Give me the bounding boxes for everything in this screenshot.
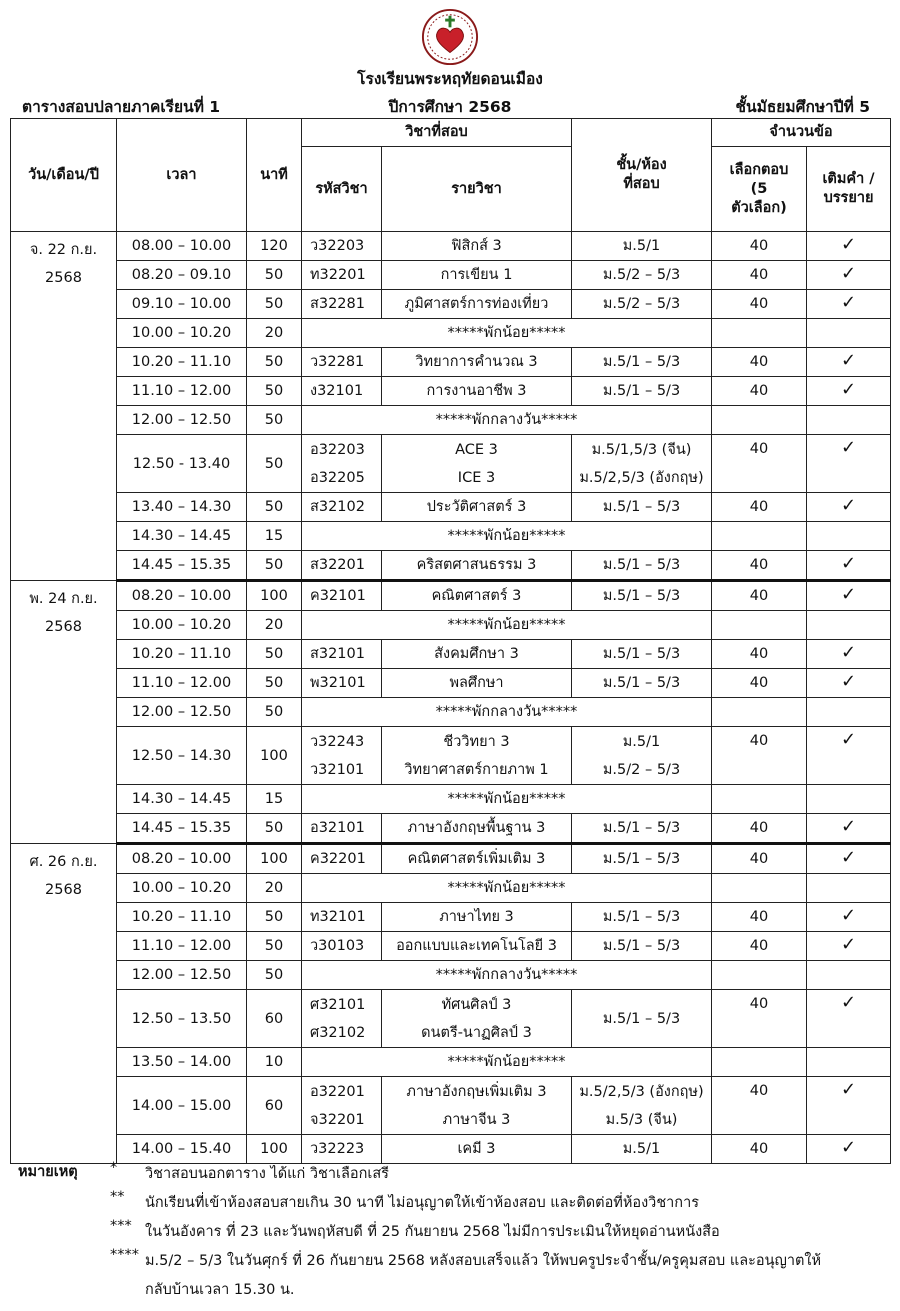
time-cell: 10.00 – 10.20 bbox=[117, 874, 247, 903]
check-mark-icon: ✓ bbox=[840, 934, 857, 955]
note-mark: ** bbox=[110, 1189, 125, 1205]
check-mark-icon: ✓ bbox=[840, 671, 857, 692]
day-cell: ศ. 26 ก.ย. 2568 bbox=[11, 844, 117, 1164]
time-cell: 09.10 – 10.00 bbox=[117, 290, 247, 319]
choice-count-cell: 40 bbox=[712, 640, 807, 669]
col-minutes: นาที bbox=[247, 119, 302, 232]
time-cell: 10.20 – 11.10 bbox=[117, 903, 247, 932]
code-cell: ง32101 bbox=[302, 377, 382, 406]
room-cell: ม.5/2 – 5/3 bbox=[572, 290, 712, 319]
written-cell bbox=[807, 493, 891, 522]
code-cell: ว30103 bbox=[302, 932, 382, 961]
subject-cell: การเขียน 1 bbox=[382, 261, 572, 290]
time-cell: 14.30 – 14.45 bbox=[117, 522, 247, 551]
time-cell: 12.50 - 13.40 bbox=[117, 435, 247, 493]
minutes-cell: 50 bbox=[247, 669, 302, 698]
table-row bbox=[11, 990, 891, 1048]
empty-cell bbox=[712, 406, 807, 435]
empty-cell bbox=[712, 785, 807, 814]
notes-label: หมายเหตุ bbox=[18, 1164, 78, 1180]
room-cell: ม.5/1 – 5/3 bbox=[572, 493, 712, 522]
school-name: โรงเรียนพระหฤทัยดอนเมือง bbox=[357, 70, 543, 88]
written-cell bbox=[807, 640, 891, 669]
choice-count-cell: 40 bbox=[712, 290, 807, 319]
subject-cell: ภาษาอังกฤษพื้นฐาน 3 bbox=[382, 814, 572, 844]
table-row bbox=[11, 435, 891, 493]
minutes-cell: 20 bbox=[247, 611, 302, 640]
col-choice: เลือกตอบ (5 ตัวเลือก) bbox=[712, 147, 807, 232]
room-cell: ม.5/2,5/3 (อังกฤษ) ม.5/3 (จีน) bbox=[572, 1077, 712, 1135]
subject-cell: คณิตศาสตร์เพิ่มเติม 3 bbox=[382, 844, 572, 874]
written-cell bbox=[807, 932, 891, 961]
minutes-cell: 100 bbox=[247, 727, 302, 785]
table-row bbox=[11, 493, 891, 522]
col-subject-group: วิชาที่สอบ bbox=[302, 119, 572, 147]
minutes-cell: 100 bbox=[247, 581, 302, 611]
empty-cell bbox=[807, 698, 891, 727]
choice-count-cell: 40 bbox=[712, 1135, 807, 1164]
code-cell: ส32101 bbox=[302, 640, 382, 669]
choice-count-cell: 40 bbox=[712, 990, 807, 1048]
note-mark: *** bbox=[110, 1218, 132, 1234]
col-code: รหัสวิชา bbox=[302, 147, 382, 232]
break-cell: *****พักกลางวัน***** bbox=[302, 406, 712, 435]
empty-cell bbox=[712, 522, 807, 551]
check-mark-icon: ✓ bbox=[840, 729, 857, 750]
written-cell bbox=[807, 232, 891, 261]
col-count-group: จำนวนข้อ bbox=[712, 119, 891, 147]
check-mark-icon: ✓ bbox=[840, 847, 857, 868]
choice-count-cell: 40 bbox=[712, 581, 807, 611]
room-cell: ม.5/1 – 5/3 bbox=[572, 990, 712, 1048]
room-cell: ม.5/1 – 5/3 bbox=[572, 640, 712, 669]
choice-count-cell: 40 bbox=[712, 551, 807, 581]
minutes-cell: 100 bbox=[247, 1135, 302, 1164]
time-cell: 12.00 – 12.50 bbox=[117, 698, 247, 727]
time-cell: 14.00 – 15.00 bbox=[117, 1077, 247, 1135]
school-logo bbox=[421, 8, 479, 66]
minutes-cell: 50 bbox=[247, 961, 302, 990]
minutes-cell: 15 bbox=[247, 522, 302, 551]
subject-cell: ภูมิศาสตร์การท่องเที่ยว bbox=[382, 290, 572, 319]
code-cell: อ32201 จ32201 bbox=[302, 1077, 382, 1135]
room-cell: ม.5/1 – 5/3 bbox=[572, 377, 712, 406]
check-mark-icon: ✓ bbox=[840, 642, 857, 663]
check-mark-icon: ✓ bbox=[840, 379, 857, 400]
check-mark-icon: ✓ bbox=[840, 1079, 857, 1100]
choice-count-cell: 40 bbox=[712, 261, 807, 290]
check-mark-icon: ✓ bbox=[840, 584, 857, 605]
written-cell bbox=[807, 290, 891, 319]
grade-level: ชั้นมัธยมศึกษาปีที่ 5 bbox=[735, 98, 870, 116]
table-row bbox=[11, 727, 891, 785]
time-cell: 14.00 – 15.40 bbox=[117, 1135, 247, 1164]
note-text: ม.5/2 – 5/3 ในวันศุกร์ ที่ 26 กันยายน 2568 หลังสอบเสร็จแล้ว ให้พบครูประจำชั้น/ครูคุมสอบ และอนุญาตให้ กลับบ้านเวลา 15.30 น. bbox=[145, 1253, 822, 1298]
empty-cell bbox=[712, 319, 807, 348]
code-cell: ค32201 bbox=[302, 844, 382, 874]
code-cell: ค32101 bbox=[302, 581, 382, 611]
day-cell: พ. 24 ก.ย. 2568 bbox=[11, 581, 117, 844]
check-mark-icon: ✓ bbox=[840, 816, 857, 837]
minutes-cell: 100 bbox=[247, 844, 302, 874]
empty-cell bbox=[712, 611, 807, 640]
time-cell: 14.45 – 15.35 bbox=[117, 814, 247, 844]
minutes-cell: 50 bbox=[247, 261, 302, 290]
code-cell: ว32203 bbox=[302, 232, 382, 261]
room-cell: ม.5/1 bbox=[572, 1135, 712, 1164]
minutes-cell: 50 bbox=[247, 406, 302, 435]
break-cell: *****พักน้อย***** bbox=[302, 611, 712, 640]
empty-cell bbox=[712, 961, 807, 990]
academic-year: ปีการศึกษา 2568 bbox=[388, 98, 512, 116]
time-cell: 11.10 – 12.00 bbox=[117, 669, 247, 698]
subject-cell: ออกแบบและเทคโนโลยี 3 bbox=[382, 932, 572, 961]
time-cell: 11.10 – 12.00 bbox=[117, 377, 247, 406]
check-mark-icon: ✓ bbox=[840, 553, 857, 574]
code-cell: ว32243 ว32101 bbox=[302, 727, 382, 785]
time-cell: 08.20 – 09.10 bbox=[117, 261, 247, 290]
subject-cell: ภาษาไทย 3 bbox=[382, 903, 572, 932]
note-text: ในวันอังคาร ที่ 23 และวันพฤหัสบดี ที่ 25 กันยายน 2568 ไม่มีการประเมินให้หยุดอ่านหนังสือ bbox=[145, 1224, 720, 1240]
choice-count-cell: 40 bbox=[712, 348, 807, 377]
break-cell: *****พักน้อย***** bbox=[302, 522, 712, 551]
room-cell: ม.5/1 ม.5/2 – 5/3 bbox=[572, 727, 712, 785]
minutes-cell: 50 bbox=[247, 493, 302, 522]
check-mark-icon: ✓ bbox=[840, 992, 857, 1013]
written-cell bbox=[807, 844, 891, 874]
empty-cell bbox=[807, 1048, 891, 1077]
code-cell: ท32201 bbox=[302, 261, 382, 290]
note-mark: **** bbox=[110, 1247, 139, 1263]
room-cell: ม.5/1 – 5/3 bbox=[572, 903, 712, 932]
empty-cell bbox=[807, 406, 891, 435]
minutes-cell: 50 bbox=[247, 814, 302, 844]
table-row bbox=[11, 406, 891, 435]
choice-count-cell: 40 bbox=[712, 669, 807, 698]
time-cell: 10.00 – 10.20 bbox=[117, 611, 247, 640]
time-cell: 13.40 – 14.30 bbox=[117, 493, 247, 522]
time-cell: 12.50 – 13.50 bbox=[117, 990, 247, 1048]
check-mark-icon: ✓ bbox=[840, 1137, 857, 1158]
subject-cell: วิทยาการคำนวณ 3 bbox=[382, 348, 572, 377]
time-cell: 08.20 – 10.00 bbox=[117, 581, 247, 611]
time-cell: 13.50 – 14.00 bbox=[117, 1048, 247, 1077]
table-row bbox=[11, 903, 891, 932]
written-cell bbox=[807, 727, 891, 785]
written-cell bbox=[807, 551, 891, 581]
exam-title: ตารางสอบปลายภาคเรียนที่ 1 bbox=[22, 98, 221, 116]
written-cell bbox=[807, 1077, 891, 1135]
table-row bbox=[11, 290, 891, 319]
col-written: เติมคำ / บรรยาย bbox=[807, 147, 891, 232]
room-cell: ม.5/1 – 5/3 bbox=[572, 814, 712, 844]
empty-cell bbox=[807, 961, 891, 990]
subject-cell: คณิตศาสตร์ 3 bbox=[382, 581, 572, 611]
table-row bbox=[11, 522, 891, 551]
empty-cell bbox=[712, 874, 807, 903]
choice-count-cell: 40 bbox=[712, 493, 807, 522]
minutes-cell: 50 bbox=[247, 932, 302, 961]
written-cell bbox=[807, 990, 891, 1048]
minutes-cell: 50 bbox=[247, 348, 302, 377]
subject-cell: ประวัติศาสตร์ 3 bbox=[382, 493, 572, 522]
check-mark-icon: ✓ bbox=[840, 905, 857, 926]
choice-count-cell: 40 bbox=[712, 814, 807, 844]
choice-count-cell: 40 bbox=[712, 932, 807, 961]
table-row bbox=[11, 348, 891, 377]
break-cell: *****พักน้อย***** bbox=[302, 1048, 712, 1077]
room-cell: ม.5/1 – 5/3 bbox=[572, 932, 712, 961]
minutes-cell: 20 bbox=[247, 319, 302, 348]
subject-cell: ทัศนศิลป์ 3 ดนตรี-นาฏศิลป์ 3 bbox=[382, 990, 572, 1048]
subject-cell: คริสตศาสนธรรม 3 bbox=[382, 551, 572, 581]
time-cell: 11.10 – 12.00 bbox=[117, 932, 247, 961]
empty-cell bbox=[807, 522, 891, 551]
empty-cell bbox=[807, 785, 891, 814]
code-cell: อ32101 bbox=[302, 814, 382, 844]
table-row bbox=[11, 961, 891, 990]
table-row bbox=[11, 932, 891, 961]
note-mark: * bbox=[110, 1160, 118, 1176]
empty-cell bbox=[712, 698, 807, 727]
table-row bbox=[11, 551, 891, 581]
empty-cell bbox=[807, 319, 891, 348]
room-cell: ม.5/2 – 5/3 bbox=[572, 261, 712, 290]
minutes-cell: 10 bbox=[247, 1048, 302, 1077]
exam-schedule-table bbox=[10, 118, 891, 1164]
code-cell: ว32223 bbox=[302, 1135, 382, 1164]
minutes-cell: 50 bbox=[247, 377, 302, 406]
minutes-cell: 15 bbox=[247, 785, 302, 814]
table-row bbox=[11, 785, 891, 814]
minutes-cell: 50 bbox=[247, 640, 302, 669]
break-cell: *****พักน้อย***** bbox=[302, 319, 712, 348]
break-cell: *****พักกลางวัน***** bbox=[302, 698, 712, 727]
table-row bbox=[11, 581, 891, 611]
break-cell: *****พักกลางวัน***** bbox=[302, 961, 712, 990]
written-cell bbox=[807, 377, 891, 406]
time-cell: 10.00 – 10.20 bbox=[117, 319, 247, 348]
table-row bbox=[11, 874, 891, 903]
subject-cell: ชีววิทยา 3 วิทยาศาสตร์กายภาพ 1 bbox=[382, 727, 572, 785]
room-cell: ม.5/1 – 5/3 bbox=[572, 669, 712, 698]
table-row bbox=[11, 698, 891, 727]
minutes-cell: 60 bbox=[247, 990, 302, 1048]
code-cell: ท32101 bbox=[302, 903, 382, 932]
time-cell: 14.45 – 15.35 bbox=[117, 551, 247, 581]
choice-count-cell: 40 bbox=[712, 232, 807, 261]
col-date: วัน/เดือน/ปี bbox=[11, 119, 117, 232]
subject-cell: เคมี 3 bbox=[382, 1135, 572, 1164]
room-cell: ม.5/1 – 5/3 bbox=[572, 581, 712, 611]
table-row bbox=[11, 669, 891, 698]
table-row bbox=[11, 319, 891, 348]
room-cell: ม.5/1 – 5/3 bbox=[572, 348, 712, 377]
notes bbox=[18, 1160, 890, 1305]
note-1 bbox=[18, 1160, 890, 1189]
code-cell: พ32101 bbox=[302, 669, 382, 698]
table-row bbox=[11, 844, 891, 874]
minutes-cell: 50 bbox=[247, 903, 302, 932]
choice-count-cell: 40 bbox=[712, 727, 807, 785]
code-cell: ส32201 bbox=[302, 551, 382, 581]
check-mark-icon: ✓ bbox=[840, 350, 857, 371]
time-cell: 10.20 – 11.10 bbox=[117, 640, 247, 669]
code-cell: อ32203 อ32205 bbox=[302, 435, 382, 493]
table-row bbox=[11, 377, 891, 406]
minutes-cell: 50 bbox=[247, 698, 302, 727]
table-row bbox=[11, 814, 891, 844]
room-cell: ม.5/1 – 5/3 bbox=[572, 551, 712, 581]
empty-cell bbox=[807, 874, 891, 903]
col-time: เวลา bbox=[117, 119, 247, 232]
code-cell: ว32281 bbox=[302, 348, 382, 377]
choice-count-cell: 40 bbox=[712, 844, 807, 874]
choice-count-cell: 40 bbox=[712, 903, 807, 932]
time-cell: 12.00 – 12.50 bbox=[117, 961, 247, 990]
room-cell: ม.5/1 bbox=[572, 232, 712, 261]
subject-cell: ACE 3 ICE 3 bbox=[382, 435, 572, 493]
time-cell: 12.50 – 14.30 bbox=[117, 727, 247, 785]
subject-cell: ภาษาอังกฤษเพิ่มเติม 3 ภาษาจีน 3 bbox=[382, 1077, 572, 1135]
check-mark-icon: ✓ bbox=[840, 437, 857, 458]
written-cell bbox=[807, 581, 891, 611]
minutes-cell: 120 bbox=[247, 232, 302, 261]
written-cell bbox=[807, 669, 891, 698]
choice-count-cell: 40 bbox=[712, 377, 807, 406]
table-row bbox=[11, 611, 891, 640]
choice-count-cell: 40 bbox=[712, 435, 807, 493]
written-cell bbox=[807, 435, 891, 493]
written-cell bbox=[807, 348, 891, 377]
code-cell: ศ32101 ศ32102 bbox=[302, 990, 382, 1048]
col-room: ชั้น/ห้อง ที่สอบ bbox=[572, 119, 712, 232]
subject-cell: พลศึกษา bbox=[382, 669, 572, 698]
written-cell bbox=[807, 261, 891, 290]
break-cell: *****พักน้อย***** bbox=[302, 874, 712, 903]
minutes-cell: 20 bbox=[247, 874, 302, 903]
table-row bbox=[11, 640, 891, 669]
choice-count-cell: 40 bbox=[712, 1077, 807, 1135]
written-cell bbox=[807, 814, 891, 844]
table-row bbox=[11, 232, 891, 261]
note-text: วิชาสอบนอกตาราง ได้แก่ วิชาเลือกเสรี bbox=[145, 1166, 389, 1182]
table-row bbox=[11, 261, 891, 290]
note-text: นักเรียนที่เข้าห้องสอบสายเกิน 30 นาที ไม่อนุญาตให้เข้าห้องสอบ และติดต่อที่ห้องวิชาการ bbox=[145, 1195, 700, 1211]
code-cell: ส32102 bbox=[302, 493, 382, 522]
empty-cell bbox=[712, 1048, 807, 1077]
time-cell: 10.20 – 11.10 bbox=[117, 348, 247, 377]
minutes-cell: 50 bbox=[247, 551, 302, 581]
day-cell: จ. 22 ก.ย. 2568 bbox=[11, 232, 117, 581]
subject-cell: ฟิสิกส์ 3 bbox=[382, 232, 572, 261]
check-mark-icon: ✓ bbox=[840, 495, 857, 516]
break-cell: *****พักน้อย***** bbox=[302, 785, 712, 814]
empty-cell bbox=[807, 611, 891, 640]
table-row bbox=[11, 1077, 891, 1135]
check-mark-icon: ✓ bbox=[840, 292, 857, 313]
table-row bbox=[11, 1048, 891, 1077]
note-2 bbox=[18, 1189, 890, 1218]
room-cell: ม.5/1 – 5/3 bbox=[572, 844, 712, 874]
col-subject: รายวิชา bbox=[382, 147, 572, 232]
minutes-cell: 60 bbox=[247, 1077, 302, 1135]
time-cell: 12.00 – 12.50 bbox=[117, 406, 247, 435]
time-cell: 14.30 – 14.45 bbox=[117, 785, 247, 814]
note-4 bbox=[18, 1247, 890, 1305]
minutes-cell: 50 bbox=[247, 290, 302, 319]
time-cell: 08.20 – 10.00 bbox=[117, 844, 247, 874]
room-cell: ม.5/1,5/3 (จีน) ม.5/2,5/3 (อังกฤษ) bbox=[572, 435, 712, 493]
written-cell bbox=[807, 903, 891, 932]
check-mark-icon: ✓ bbox=[840, 234, 857, 255]
note-3 bbox=[18, 1218, 890, 1247]
subject-cell: สังคมศึกษา 3 bbox=[382, 640, 572, 669]
check-mark-icon: ✓ bbox=[840, 263, 857, 284]
subject-cell: การงานอาชีพ 3 bbox=[382, 377, 572, 406]
minutes-cell: 50 bbox=[247, 435, 302, 493]
code-cell: ส32281 bbox=[302, 290, 382, 319]
time-cell: 08.00 – 10.00 bbox=[117, 232, 247, 261]
